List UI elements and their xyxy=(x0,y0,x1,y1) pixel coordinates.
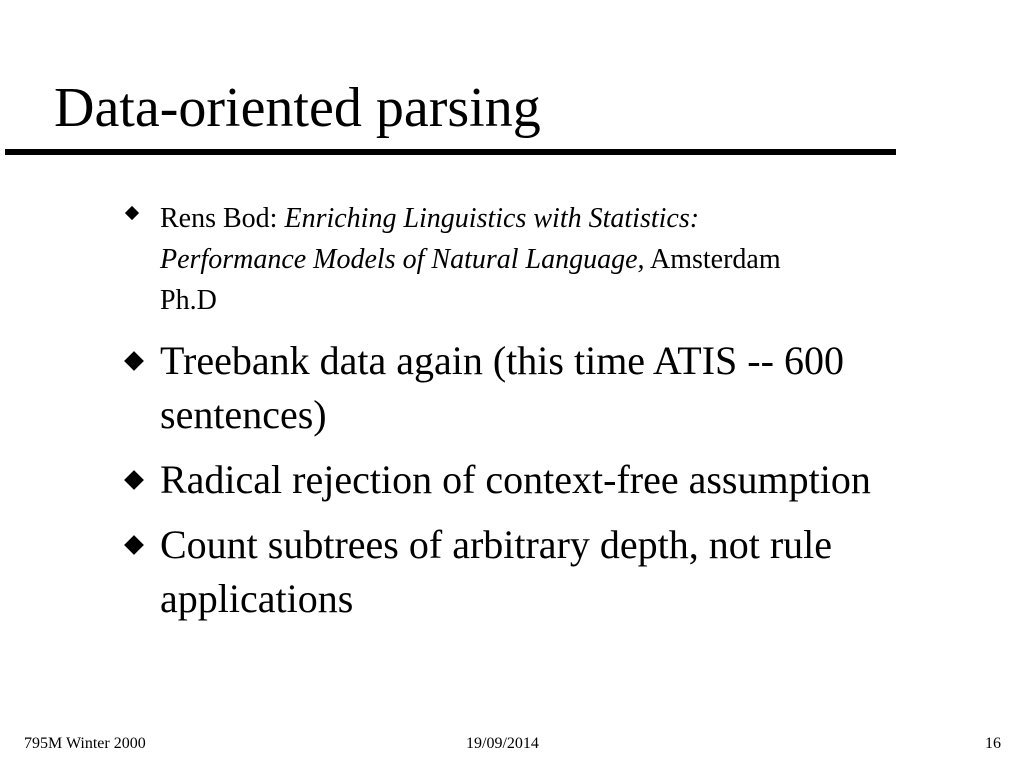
author-label: Rens Bod: xyxy=(160,203,285,234)
bullet-text xyxy=(160,518,832,626)
book-title-part: Enriching Linguistics with Statistics: xyxy=(284,203,700,234)
bullet-line: applications xyxy=(160,576,354,621)
diamond-bullet-icon xyxy=(124,470,144,490)
footer-date: 19/09/2014 xyxy=(466,735,539,752)
bullet-text xyxy=(160,334,844,442)
footer-course: 795M Winter 2000 xyxy=(24,735,146,752)
bullet-line: sentences) xyxy=(160,392,327,437)
bullet-text xyxy=(160,198,781,321)
bullet-line xyxy=(160,198,781,239)
book-title-part: Performance Models of Natural Language, xyxy=(160,244,645,275)
institution-label: Amsterdam xyxy=(644,244,781,275)
bullet-line: Ph.D xyxy=(160,285,217,316)
bullet-line: Count subtrees of arbitrary depth, not rule xyxy=(160,522,833,567)
diamond-bullet-icon xyxy=(124,535,144,555)
bullet-text xyxy=(160,453,871,507)
slide-title: Data-oriented parsing xyxy=(54,77,541,139)
diamond-bullet-icon xyxy=(125,206,139,220)
footer-slide-number: 16 xyxy=(985,735,1001,752)
bullet-line xyxy=(160,239,781,280)
bullet-line: Treebank data again (this time ATIS -- 600 xyxy=(160,338,844,383)
diamond-bullet-icon xyxy=(124,351,144,371)
bullet-line: Radical rejection of context-free assumption xyxy=(160,457,871,502)
